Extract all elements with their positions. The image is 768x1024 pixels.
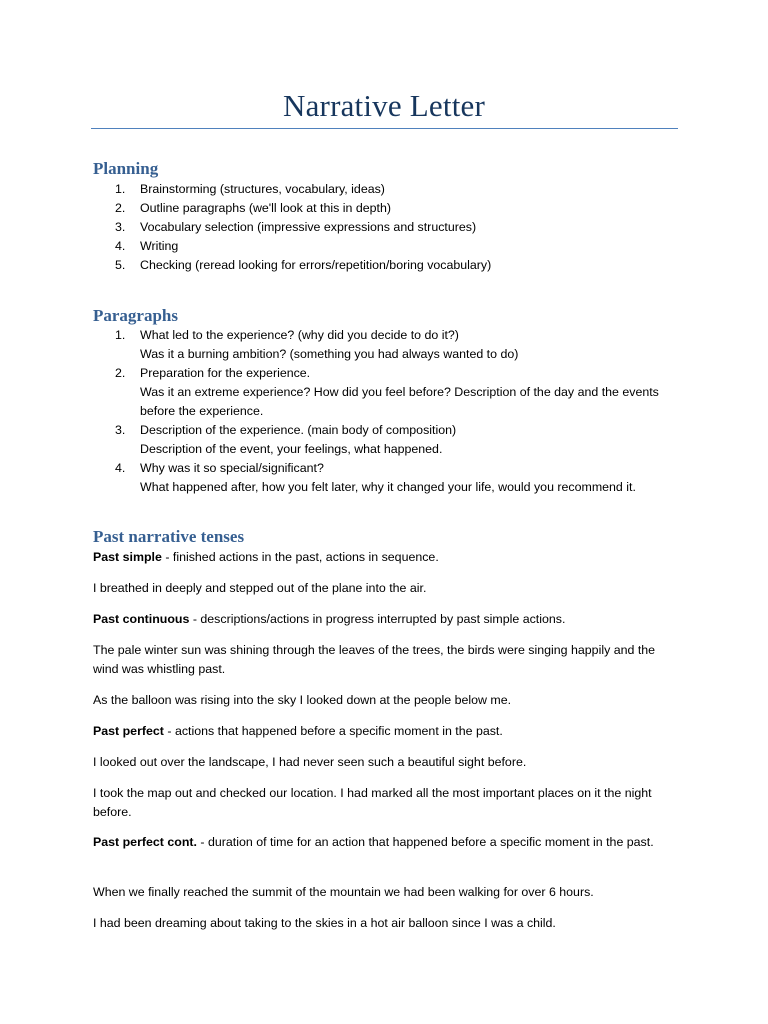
list-item: 1. What led to the experience? (why did you decide to do it?) Was it a burning ambition? (something you had always wanted to do) bbox=[115, 328, 519, 361]
paragraphs-list bbox=[93, 326, 693, 497]
list-item: 1. Brainstorming (structures, vocabulary, ideas) bbox=[115, 182, 385, 196]
example-sentence: I looked out over the landscape, I had never seen such a beautiful sight before. bbox=[93, 755, 527, 769]
list-item: 3. Description of the experience. (main body of composition) Description of the event, your feelings, what happened. bbox=[115, 423, 457, 456]
term: Past simple bbox=[93, 550, 162, 564]
example-sentence: The pale winter sun was shining through the leaves of the trees, the birds were singing happily and the wind was whistling past. bbox=[93, 643, 656, 676]
list-item: 4. Why was it so special/significant? What happened after, how you felt later, why it changed your life, would you recommend it. bbox=[115, 461, 636, 494]
list-item: 4. Writing bbox=[115, 239, 179, 253]
past-continuous-definition: Past continuous - descriptions/actions in progress interrupted by past simple actions. bbox=[93, 612, 566, 626]
document-title: Narrative Letter bbox=[283, 88, 485, 123]
list-item: 5. Checking (reread looking for errors/repetition/boring vocabulary) bbox=[115, 258, 492, 272]
list-item: 3. Vocabulary selection (impressive expressions and structures) bbox=[115, 220, 477, 234]
past-perfect-cont-definition: Past perfect cont. - duration of time for an action that happened before a specific moment in the past. bbox=[93, 835, 654, 849]
past-simple-definition: Past simple - finished actions in the past, actions in sequence. bbox=[93, 550, 439, 564]
example-sentence: I breathed in deeply and stepped out of the plane into the air. bbox=[93, 581, 427, 595]
paragraphs-heading: Paragraphs bbox=[93, 306, 178, 325]
example-sentence: I took the map out and checked our location. I had marked all the most important places on it the night before. bbox=[93, 786, 652, 819]
list-item: 2. Preparation for the experience. Was it an extreme experience? How did you feel before? Description of the day and the events before the experience. bbox=[115, 366, 659, 418]
planning-list bbox=[93, 180, 693, 275]
term: Past perfect bbox=[93, 724, 164, 738]
term: Past perfect cont. bbox=[93, 835, 197, 849]
list-item: 2. Outline paragraphs (we'll look at this in depth) bbox=[115, 201, 392, 215]
planning-heading: Planning bbox=[93, 159, 159, 178]
past-perfect-definition: Past perfect - actions that happened before a specific moment in the past. bbox=[93, 724, 503, 738]
title-underline bbox=[91, 128, 678, 129]
example-sentence: I had been dreaming about taking to the skies in a hot air balloon since I was a child. bbox=[93, 916, 556, 930]
example-sentence: When we finally reached the summit of the mountain we had been walking for over 6 hours. bbox=[93, 885, 594, 899]
term: Past continuous bbox=[93, 612, 190, 626]
example-sentence: As the balloon was rising into the sky I looked down at the people below me. bbox=[93, 693, 512, 707]
tenses-heading: Past narrative tenses bbox=[93, 527, 245, 546]
